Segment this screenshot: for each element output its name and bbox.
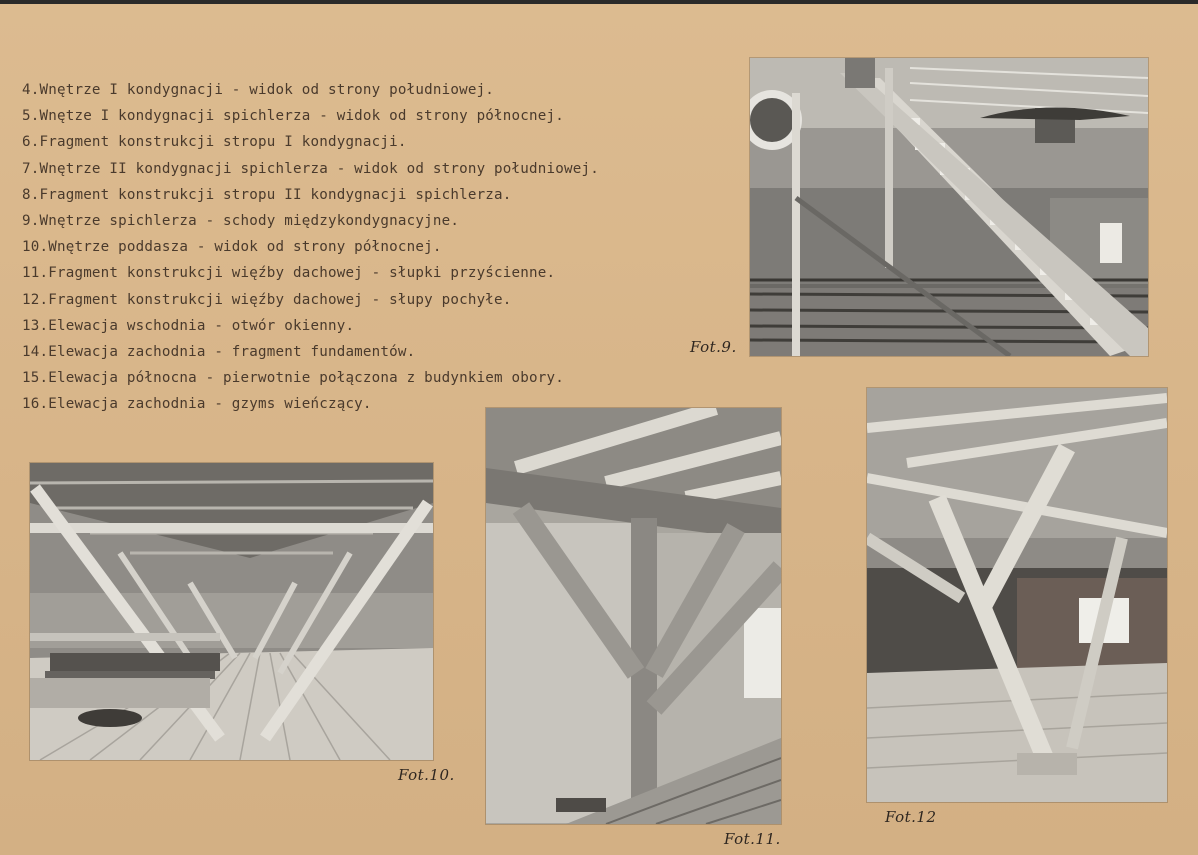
caption-item: 16.Elewacja zachodnia - gzyms wieńczący. — [22, 396, 372, 413]
caption-item: 8.Fragment konstrukcji stropu II kondygnacji spichlerza. — [22, 186, 512, 203]
caption-item: 6.Fragment konstrukcji stropu I kondygnacji. — [22, 134, 407, 151]
caption-item: 15.Elewacja północna - pierwotnie połączona z budynkiem obory. — [22, 370, 564, 387]
photo-number-label: Fot.12 — [885, 808, 937, 826]
caption-item: 7.Wnętrze II kondygnacji spichlerza - widok od strony południowej. — [22, 160, 599, 177]
caption-list — [22, 77, 742, 418]
caption-item: 14.Elewacja zachodnia - fragment fundamentów. — [22, 344, 416, 361]
caption-item: 13.Elewacja wschodnia - otwór okienny. — [22, 317, 355, 334]
caption-item: 9.Wnętrze spichlerza - schody międzykondygnacyjne. — [22, 213, 460, 230]
photo-number-label: Fot.11. — [724, 830, 781, 848]
photo-inclined-posts — [867, 388, 1167, 802]
photo-attic-interior — [30, 463, 433, 760]
caption-item: 11.Fragment konstrukcji więźby dachowej - słupki przyścienne. — [22, 265, 556, 282]
photo-number-label: Fot.9. — [690, 338, 737, 356]
caption-item: 12.Fragment konstrukcji więźby dachowej - słupy pochyłe. — [22, 291, 512, 308]
photo-staircase — [750, 58, 1148, 356]
caption-item: 5.Wnętze I kondygnacji spichlerza - widok od strony północnej. — [22, 108, 564, 125]
photo-number-label: Fot.10. — [398, 766, 455, 784]
caption-item: 10.Wnętrze poddasza - widok od strony północnej. — [22, 239, 442, 256]
photo-wall-posts — [486, 408, 781, 824]
caption-item: 4.Wnętrze I kondygnacji - widok od strony południowej. — [22, 82, 495, 98]
